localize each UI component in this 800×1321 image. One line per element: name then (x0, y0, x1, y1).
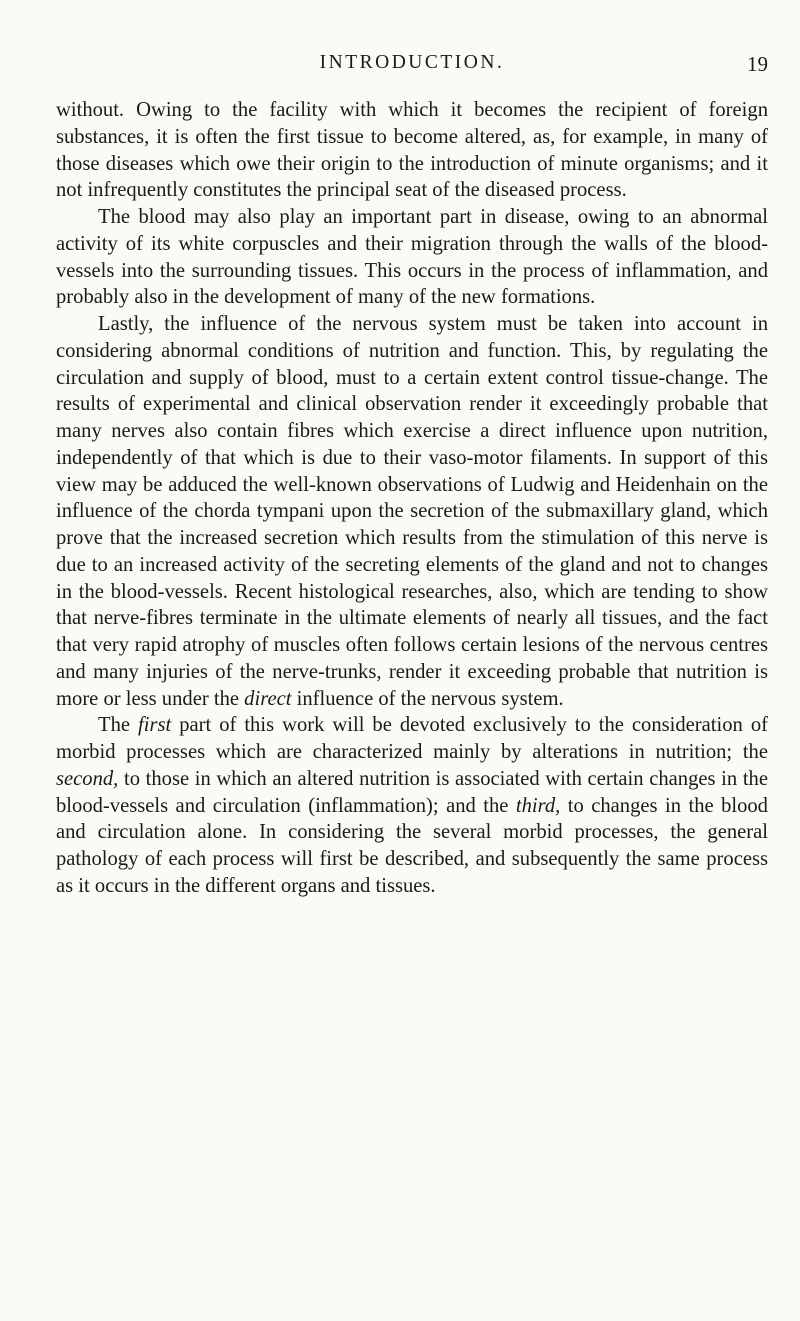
paragraph-2-text: The blood may also play an important part in disease, owing to an abnormal activity of its white corpuscles and their migration through the walls of the blood-vessels into the surrounding tissues. This occurs in the process of inflammation, and probably also in the development of many of the new formations. (56, 206, 768, 309)
paragraph-4-text-c: to those in which an altered nutrition is associated with certain changes in the blood-vessels and circulation (inflammation); and the (56, 767, 768, 817)
emphasis-first: first (138, 714, 172, 737)
paragraph-4-text-b: part of this work will be devoted exclusively to the consideration of morbid processes which are characterized mainly by alterations in nutrition; the (56, 714, 768, 763)
paragraph-4 (56, 712, 768, 899)
emphasis-direct: direct (244, 687, 292, 710)
emphasis-third: third, (515, 794, 561, 817)
body-text (56, 97, 768, 900)
paragraph-3-text-a: Lastly, the influence of the nervous system must be taken into account in considering abnormal conditions of nutrition and function. This, by regulating the circulation and supply of blood, must to a certain extent control tissue-change. The results of experimental and clinical observation render it exceedingly probable that many nerves also contain fibres which exercise a direct influence upon nutrition, independently of that which is due to their vaso-motor filaments. In support of this view may be adduced the well-known observations of Ludwig and Heidenhain on the influence of the chorda tympani upon the secretion of the submaxillary gland, which prove that the increased secretion which results from the stimulation of this nerve is due to an increased activity of the secreting elements of the gland and not to changes in the blood-vessels. Recent histological researches, also, which are tending to show that nerve-fibres terminate in the ultimate elements of nearly all tissues, and the fact that very rapid atrophy of muscles often follows certain lesions of the nervous centres and many injuries of the nerve-trunks, render it exceeding probable that nutrition is more or less under the (56, 313, 768, 710)
running-title: INTRODUCTION. (319, 52, 505, 73)
page-number: 19 (747, 52, 768, 76)
paragraph-3-text-b: influence of the nervous system. (296, 687, 564, 710)
paragraph-2 (56, 204, 768, 311)
emphasis-second: second, (56, 767, 119, 790)
paragraph-3 (56, 311, 768, 712)
page-header (56, 52, 768, 82)
paragraph-1 (56, 97, 768, 204)
paragraph-4-text-a: The (98, 714, 131, 737)
paragraph-4-text-d: to changes in the blood and circulation alone. In considering the several morbid processes, the general pathology of each process will first be described, and subsequently the same process as it occurs in the different organs and tissues. (56, 794, 768, 897)
paragraph-1-text: without. Owing to the facility with which it becomes the recipient of foreign substances, it is often the first tissue to become altered, as, for example, in many of those diseases which owe their origin to the introduction of minute organisms; and it not infrequently constitutes the principal seat of the diseased process. (56, 99, 768, 202)
